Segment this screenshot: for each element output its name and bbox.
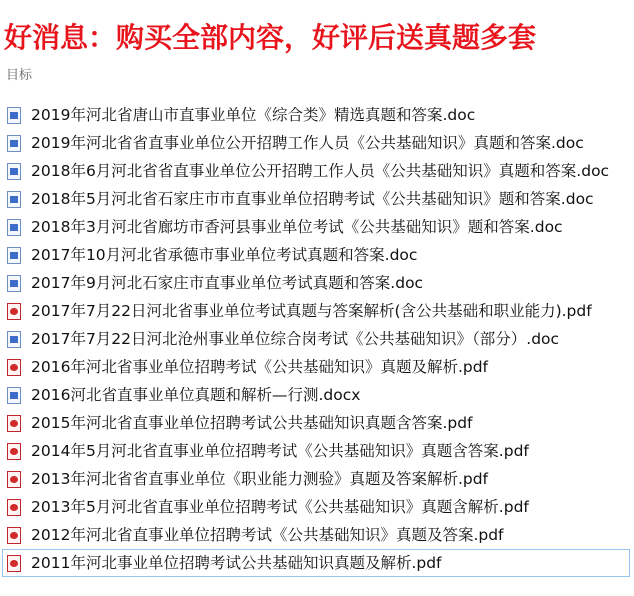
file-name: 2017年7月22日河北省事业单位考试真题与答案解析(含公共基础和职业能力).pdf — [31, 302, 592, 320]
word-doc-icon — [7, 107, 21, 124]
file-name: 2018年3月河北省廊坊市香河县事业单位考试《公共基础知识》题和答案.doc — [31, 218, 563, 236]
promo-banner: 好消息：购买全部内容，好评后送真题多套 — [4, 21, 537, 54]
file-row[interactable] — [0, 129, 634, 157]
file-row[interactable] — [2, 549, 630, 577]
file-name: 2013年河北省省直事业单位《职业能力测验》真题及答案解析.pdf — [31, 470, 489, 488]
word-doc-icon — [7, 191, 21, 208]
file-list — [0, 101, 634, 577]
file-name: 2016河北省直事业单位真题和解析—行测.docx — [31, 386, 361, 404]
file-name: 2017年7月22日河北沧州事业单位综合岗考试《公共基础知识》（部分）.doc — [31, 330, 560, 348]
pdf-file-icon — [7, 527, 21, 544]
pdf-file-icon — [7, 415, 21, 432]
word-doc-icon — [7, 135, 21, 152]
file-name: 2014年5月河北省直事业单位招聘考试《公共基础知识》真题含答案.pdf — [31, 442, 529, 460]
file-row[interactable] — [0, 381, 634, 409]
word-doc-icon — [7, 163, 21, 180]
word-doc-icon — [7, 331, 21, 348]
file-row[interactable] — [0, 269, 634, 297]
file-row[interactable] — [0, 465, 634, 493]
file-row[interactable] — [0, 521, 634, 549]
file-row[interactable] — [0, 297, 634, 325]
file-name: 2017年9月河北石家庄市直事业单位考试真题和答案.doc — [31, 274, 424, 292]
pdf-file-icon — [7, 499, 21, 516]
file-name: 2018年6月河北省省直事业单位公开招聘工作人员《公共基础知识》真题和答案.doc — [31, 162, 610, 180]
file-name: 2019年河北省省直事业单位公开招聘工作人员《公共基础知识》真题和答案.doc — [31, 134, 584, 152]
file-name: 2017年10月河北省承德市事业单位考试真题和答案.doc — [31, 246, 418, 264]
file-name: 2016年河北省事业单位招聘考试《公共基础知识》真题及解析.pdf — [31, 358, 489, 376]
file-row[interactable] — [0, 213, 634, 241]
file-name: 2012年河北省直事业单位招聘考试《公共基础知识》真题及答案.pdf — [31, 526, 504, 544]
word-doc-icon — [7, 247, 21, 264]
file-row[interactable] — [0, 157, 634, 185]
file-row[interactable] — [0, 353, 634, 381]
file-row[interactable] — [0, 325, 634, 353]
file-row[interactable] — [0, 437, 634, 465]
file-row[interactable] — [0, 101, 634, 129]
pdf-file-icon — [7, 555, 21, 572]
file-name: 2015年河北省直事业单位招聘考试公共基础知识真题含答案.pdf — [31, 414, 473, 432]
file-row[interactable] — [0, 241, 634, 269]
file-name: 2018年5月河北省石家庄市市直事业单位招聘考试《公共基础知识》题和答案.doc — [31, 190, 594, 208]
pdf-file-icon — [7, 471, 21, 488]
pdf-file-icon — [7, 443, 21, 460]
word-doc-icon — [7, 275, 21, 292]
word-doc-icon — [7, 219, 21, 236]
file-name: 2019年河北省唐山市直事业单位《综合类》精选真题和答案.doc — [31, 106, 476, 124]
pdf-file-icon — [7, 303, 21, 320]
file-name: 2013年5月河北省直事业单位招聘考试《公共基础知识》真题含解析.pdf — [31, 498, 529, 516]
file-row[interactable] — [0, 409, 634, 437]
word-doc-icon — [7, 387, 21, 404]
file-row[interactable] — [0, 493, 634, 521]
pdf-file-icon — [7, 359, 21, 376]
file-row[interactable] — [0, 185, 634, 213]
breadcrumb: 目标 — [6, 68, 33, 82]
file-name: 2011年河北事业单位招聘考试公共基础知识真题及解析.pdf — [31, 554, 442, 572]
